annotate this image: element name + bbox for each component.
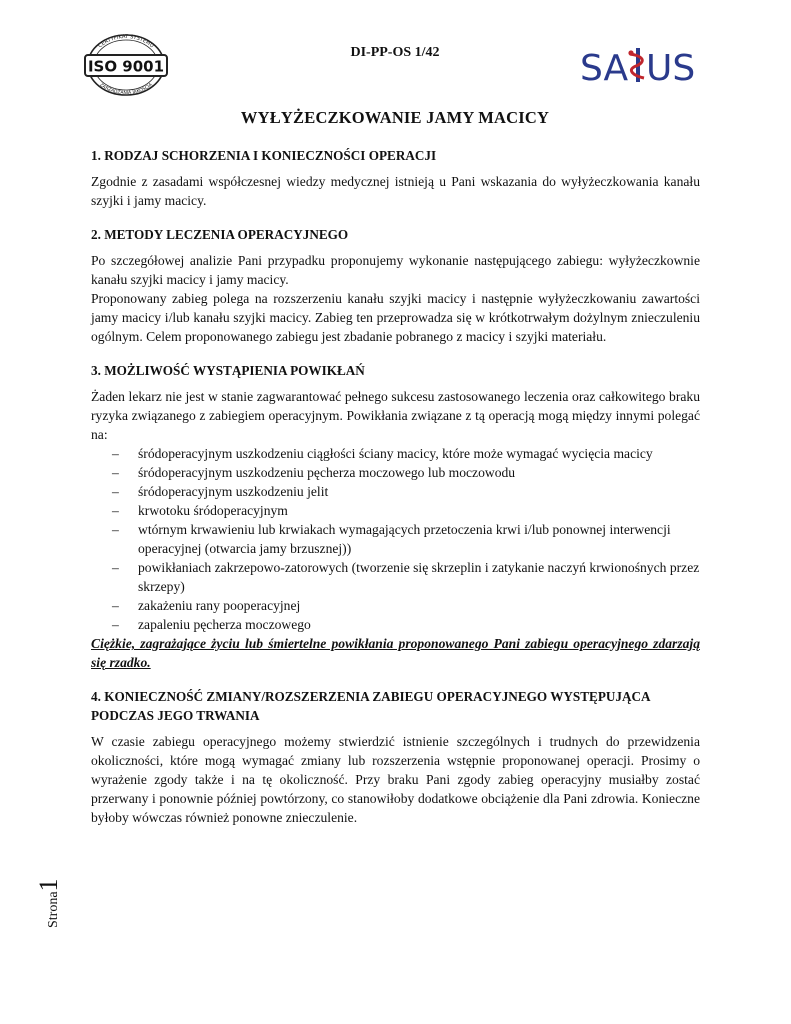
logo-text-left: SA — [580, 48, 629, 89]
caduceus-icon — [628, 48, 644, 82]
section-4-heading: 4. KONIECZNOŚĆ ZMIANY/ROZSZERZENIA ZABIEGU OPERACYJNEGO WYSTĘPUJĄCA PODCZAS JEGO TRWANIA — [91, 689, 650, 723]
section-3-intro: Żaden lekarz nie jest w stanie zagwarantować pełnego sukcesu zastosowanego leczenia oraz całkowitego braku ryzyka związanego z zabiegiem operacyjnym. Powikłania związane z tą operacją mogą między innymi polegać na: — [91, 389, 700, 442]
section-3 — [91, 361, 700, 672]
section-2-paragraph-1: Po szczegółowej analizie Pani przypadku proponujemy wykonanie następującego zabiegu: wyłyżeczkownie kanału szyjki macicy i jamy macicy. — [91, 253, 700, 287]
section-1-heading: 1. RODZAJ SCHORZENIA I KONIECZNOŚCI OPERACJI — [91, 148, 437, 163]
iso-certificate-badge-icon — [82, 32, 170, 96]
logo-text-right: US — [646, 48, 696, 89]
section-4-text: W czasie zabiegu operacyjnego możemy stwierdzić istnienie szczególnych i trudnych do przewidzenia okoliczności, które mogą wymagać zmiany lub rozszerzenia wstępnie proponowanej operacji. Prosimy o wyrażenie zgody także i na tę okoliczność. Przy braku Pani zgody zabieg operacyjny musiałby zostać przerwany i ponownie później powtórzony, co stanowiłoby dodatkowe obciążenie dla Pani zdrowia. Konieczne byłoby wówczas również ponowne znieczulenie. — [91, 734, 700, 825]
section-2-paragraph-2: Proponowany zabieg polega na rozszerzeniu kanału szyjki macicy i następnie wyłyżeczkowaniu zawartości jamy macicy i/lub kanału szyjki macicy. Zabieg ten przeprowadza się w krótkotrwałym dożylnym znieczuleniu ogólnym. Celem proponowanego zabiegu jest zbadanie pobranego z macicy i szyjki materiału. — [91, 291, 700, 344]
section-4 — [91, 687, 700, 827]
section-1-text: Zgodnie z zasadami współczesnej wiedzy medycznej istnieją u Pani wskazania do wyłyżeczkowania kanału szyjki i jamy macicy. — [91, 174, 700, 208]
section-2-heading: 2. METODY LECZENIA OPERACYJNEGO — [91, 227, 349, 242]
list-item: – krwotoku śródoperacyjnym — [138, 501, 700, 520]
section-3-heading: 3. MOŻLIWOŚĆ WYSTĄPIENIA POWIKŁAŃ — [91, 363, 365, 378]
document-title: WYŁYŻECZKOWANIE JAMY MACICY — [240, 108, 550, 127]
list-item: – śródoperacyjnym uszkodzeniu ciągłości ściany macicy, które może wymagać wycięcia macicy — [138, 444, 700, 463]
document-code: DI-PP-OS 1/42 — [350, 45, 440, 60]
svg-text:CERTYFIKAT SYSTEMU — [97, 34, 154, 50]
section-2 — [91, 225, 700, 346]
iso-badge-main-text: ISO 9001 — [87, 57, 165, 76]
page-number: 1 — [34, 878, 63, 892]
list-item: – śródoperacyjnym uszkodzeniu jelit — [138, 482, 700, 501]
page-label: Strona — [46, 891, 61, 928]
page-number-footer — [26, 868, 72, 928]
complications-warning: Ciężkie, zagrażające życiu lub śmiertelne powikłania proponowanego Pani zabiegu operacyjnego zdarzają się rzadko. — [91, 636, 700, 670]
list-item: – zapaleniu pęcherza moczowego — [138, 615, 700, 634]
salus-logo-icon — [578, 42, 708, 90]
iso-badge-bottom-text: ZARZĄDZANIA JAKOŚCIĄ — [98, 82, 154, 96]
svg-text:ZARZĄDZANIA JAKOŚCIĄ — [98, 81, 154, 96]
list-item: – wtórnym krwawieniu lub krwiakach wymagających przetoczenia krwi i/lub ponownej interwencji operacyjnej (otwarcia jamy brzusznej)) — [138, 520, 700, 558]
section-1 — [91, 146, 700, 210]
document-body — [91, 146, 700, 842]
list-item: – powikłaniach zakrzepowo-zatorowych (tworzenie się skrzeplin i zatykanie naczyń krwionośnych przez skrzepy) — [138, 558, 700, 596]
list-item: – zakażeniu rany pooperacyjnej — [138, 596, 700, 615]
iso-badge-top-text: CERTYFIKAT SYSTEMU — [97, 33, 155, 50]
complications-list — [91, 444, 700, 634]
list-item: – śródoperacyjnym uszkodzeniu pęcherza moczowego lub moczowodu — [138, 463, 700, 482]
